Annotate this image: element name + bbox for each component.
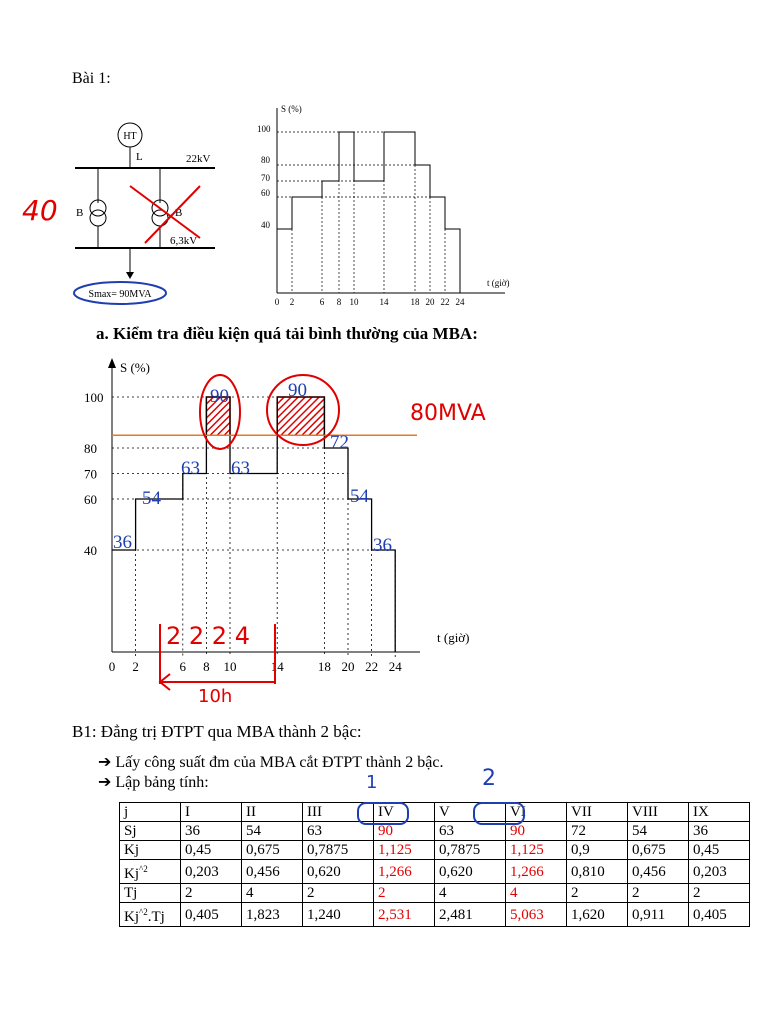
line-label: L bbox=[136, 151, 143, 163]
x-tick-label: 10 bbox=[223, 659, 237, 674]
table-cell: 2 bbox=[628, 884, 689, 903]
table-cell: III bbox=[303, 803, 374, 822]
table-cell: 4 bbox=[242, 884, 303, 903]
annot-peak-90-b: 90 bbox=[288, 380, 307, 401]
table-cell: 63 bbox=[303, 822, 374, 841]
hatch-stroke bbox=[277, 397, 284, 404]
step1-bullet-2 bbox=[98, 772, 209, 792]
table-cell: 0,911 bbox=[628, 903, 689, 927]
small-chart-xlabel: t (giờ) bbox=[487, 278, 510, 288]
table-cell: 0,9 bbox=[567, 841, 628, 860]
small-xtick: 2 bbox=[289, 297, 295, 307]
table-cell: 2,481 bbox=[435, 903, 506, 927]
table-cell: 0,456 bbox=[242, 860, 303, 884]
small-ytick: 70 bbox=[261, 173, 270, 183]
table-cell: 0,675 bbox=[628, 841, 689, 860]
calc-table bbox=[119, 802, 750, 927]
page-title: Bài 1: bbox=[72, 70, 111, 87]
table-cell: 0,620 bbox=[303, 860, 374, 884]
smax-label: Smax= 90MVA bbox=[88, 289, 152, 300]
lv-voltage: 6,3kV bbox=[170, 235, 198, 247]
table-cell: 1,266 bbox=[506, 860, 567, 884]
arrow-icon: ➔ bbox=[98, 754, 112, 771]
table-cell: 90 bbox=[374, 822, 435, 841]
step1-bullet-1 bbox=[98, 752, 443, 772]
x-tick-label: 8 bbox=[203, 659, 210, 674]
table-cell: II bbox=[242, 803, 303, 822]
hatch-stroke bbox=[288, 399, 324, 435]
arrow-icon: ➔ bbox=[98, 774, 112, 791]
table-cell: 72 bbox=[567, 822, 628, 841]
small-ytick: 60 bbox=[261, 188, 270, 198]
table-cell: 4 bbox=[435, 884, 506, 903]
x-tick-label: 24 bbox=[388, 659, 402, 674]
table-cell: 36 bbox=[689, 822, 750, 841]
row-label: $Kj^{\^{}2}$ bbox=[120, 860, 181, 884]
table-cell: 36 bbox=[181, 822, 242, 841]
main-load-chart bbox=[80, 352, 520, 710]
annot-mark-2: 2 bbox=[482, 766, 496, 791]
table-cell: 0,45 bbox=[181, 841, 242, 860]
row-label: $Kj^{\^{}2}.Tj$ bbox=[120, 903, 181, 927]
table-cell: 0,203 bbox=[689, 860, 750, 884]
annot-54-left: 54 bbox=[142, 488, 161, 509]
table-cell: 0,203 bbox=[181, 860, 242, 884]
table-cell: 90 bbox=[506, 822, 567, 841]
hatch-stroke bbox=[224, 429, 230, 435]
table-row bbox=[120, 860, 750, 884]
step1-heading: B1: Đẳng trị ĐTPT qua MBA thành 2 bậc: bbox=[72, 722, 362, 741]
x-tick-label: 0 bbox=[108, 659, 116, 674]
table-row bbox=[120, 822, 750, 841]
table-cell: 2 bbox=[689, 884, 750, 903]
table-cell: I bbox=[181, 803, 242, 822]
small-xtick: 22 bbox=[440, 297, 450, 307]
y-tick-label: 40 bbox=[84, 543, 97, 558]
y-tick-label: 80 bbox=[84, 441, 97, 456]
transformer-right-label: B bbox=[175, 207, 183, 219]
hatch-stroke bbox=[217, 422, 230, 435]
small-xtick: 24 bbox=[455, 297, 465, 307]
table-cell: VI bbox=[506, 803, 567, 822]
transformer-left-label: B bbox=[76, 207, 84, 219]
small-load-chart bbox=[255, 98, 520, 310]
table-cell: 2 bbox=[303, 884, 374, 903]
table-cell: 1,823 bbox=[242, 903, 303, 927]
small-xtick: 20 bbox=[425, 297, 435, 307]
small-xtick: 18 bbox=[410, 297, 420, 307]
hatch-stroke bbox=[316, 427, 324, 435]
table-cell: 63 bbox=[435, 822, 506, 841]
small-xtick: 0 bbox=[274, 297, 280, 307]
step1-bullet-1-text: Lấy công suất đm của MBA cắt ĐTPT thành 2 bậc. bbox=[115, 754, 444, 771]
chart-ylabel: S (%) bbox=[120, 360, 150, 375]
small-xtick: 8 bbox=[336, 297, 342, 307]
table-cell: 1,240 bbox=[303, 903, 374, 927]
table-cell: 1,266 bbox=[374, 860, 435, 884]
small-ytick: 80 bbox=[261, 155, 270, 165]
small-chart-ylabel: S (%) bbox=[281, 104, 302, 114]
table-cell: 0,810 bbox=[567, 860, 628, 884]
y-tick-label: 100 bbox=[84, 390, 104, 405]
annot-peak-90-a: 90 bbox=[210, 386, 229, 407]
small-xtick: 10 bbox=[349, 297, 359, 307]
annot-limit-80mva: 80MVA bbox=[410, 401, 486, 426]
handwritten-40: 40 bbox=[22, 194, 58, 227]
table-cell: 2 bbox=[374, 884, 435, 903]
table-row bbox=[120, 803, 750, 822]
small-ytick: 100 bbox=[257, 124, 271, 134]
small-ytick: 40 bbox=[261, 220, 270, 230]
annot-36-left: 36 bbox=[113, 532, 132, 553]
small-xtick: 6 bbox=[319, 297, 325, 307]
hatch-stroke bbox=[277, 397, 312, 432]
x-tick-label: 6 bbox=[179, 659, 187, 674]
table-cell: V bbox=[435, 803, 506, 822]
table-cell: 54 bbox=[242, 822, 303, 841]
table-cell: 2 bbox=[567, 884, 628, 903]
x-tick-label: 2 bbox=[132, 659, 139, 674]
small-xtick: 14 bbox=[379, 297, 389, 307]
y-tick-label: 60 bbox=[84, 492, 97, 507]
annot-72: 72 bbox=[330, 432, 349, 453]
table-cell: 0,7875 bbox=[303, 841, 374, 860]
table-cell: 4 bbox=[506, 884, 567, 903]
table-cell: IV bbox=[374, 803, 435, 822]
step1-bullet-2-text: Lập bảng tính: bbox=[115, 774, 209, 791]
row-label: j bbox=[120, 803, 181, 822]
table-cell: 1,125 bbox=[374, 841, 435, 860]
x-tick-label: 14 bbox=[270, 659, 284, 674]
table-cell: 1,620 bbox=[567, 903, 628, 927]
table-cell: IX bbox=[689, 803, 750, 822]
ht-label: HT bbox=[123, 131, 137, 142]
y-tick-label: 70 bbox=[84, 466, 97, 482]
col-iv-circle bbox=[357, 802, 409, 825]
table-row bbox=[120, 903, 750, 927]
table-cell: 2,531 bbox=[374, 903, 435, 927]
hatch-stroke bbox=[277, 397, 305, 425]
circuit-diagram bbox=[60, 98, 230, 308]
table-cell: 0,405 bbox=[689, 903, 750, 927]
x-tick-label: 20 bbox=[341, 659, 355, 674]
chart-xlabel: t (giờ) bbox=[437, 630, 470, 645]
table-cell: 0,45 bbox=[689, 841, 750, 860]
table-cell: 2 bbox=[181, 884, 242, 903]
x-tick-label: 18 bbox=[317, 659, 331, 674]
annot-mark-1: 1 bbox=[366, 772, 378, 793]
table-cell: 0,620 bbox=[435, 860, 506, 884]
hv-voltage: 22kV bbox=[186, 153, 211, 165]
table-cell: 5,063 bbox=[506, 903, 567, 927]
table-cell: 1,125 bbox=[506, 841, 567, 860]
table-cell: 0,675 bbox=[242, 841, 303, 860]
annot-durations: 2 2 2 4 bbox=[166, 622, 250, 650]
table-cell: 0,7875 bbox=[435, 841, 506, 860]
table-cell: VII bbox=[567, 803, 628, 822]
hatch-stroke bbox=[206, 408, 230, 432]
col-vi-circle bbox=[473, 802, 525, 825]
annot-54-right: 54 bbox=[350, 486, 369, 507]
table-cell: 0,405 bbox=[181, 903, 242, 927]
x-tick-label: 22 bbox=[365, 659, 379, 674]
row-label: Kj bbox=[120, 841, 181, 860]
annot-63-right: 63 bbox=[231, 458, 250, 479]
annot-window: 10h bbox=[198, 686, 233, 707]
annot-36-right: 36 bbox=[373, 535, 392, 556]
row-label: Sj bbox=[120, 822, 181, 841]
small-chart-step bbox=[277, 132, 460, 293]
section-a-heading: a. Kiểm tra điều kiện quá tải bình thường của MBA: bbox=[96, 324, 478, 343]
annot-63-left: 63 bbox=[181, 458, 200, 479]
table-row bbox=[120, 841, 750, 860]
table-cell: 0,456 bbox=[628, 860, 689, 884]
table-cell: VIII bbox=[628, 803, 689, 822]
row-label: Tj bbox=[120, 884, 181, 903]
table-cell: 54 bbox=[628, 822, 689, 841]
table-row bbox=[120, 884, 750, 903]
hatch-stroke bbox=[309, 420, 324, 435]
